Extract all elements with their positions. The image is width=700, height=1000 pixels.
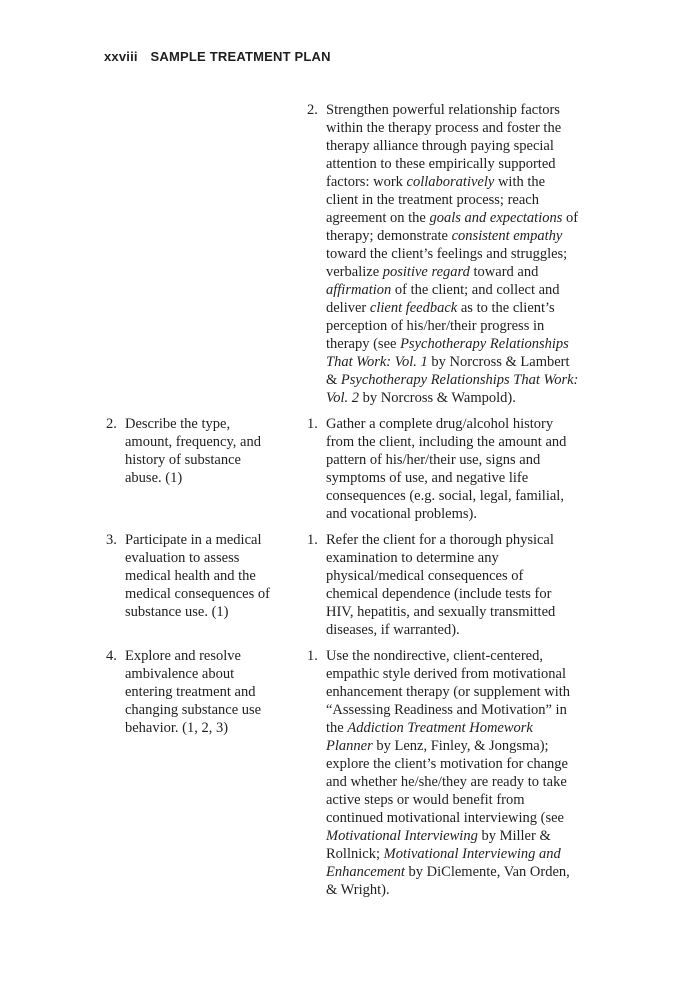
text-line <box>326 827 607 845</box>
text-run: abuse. (1) <box>125 470 183 486</box>
text-run: therapy alliance through paying special <box>326 138 554 154</box>
text-line <box>326 335 607 353</box>
text-run: empathic style derived from motivational <box>326 666 566 682</box>
text-line <box>326 227 607 245</box>
intervention-text <box>326 647 607 899</box>
text-line <box>326 263 607 281</box>
italic-run: client feedback <box>369 300 458 316</box>
text-line <box>326 173 607 191</box>
italic-run: consistent empathy <box>451 228 563 244</box>
text-line <box>326 603 607 621</box>
italic-run: Motivational Interviewing and <box>383 846 561 862</box>
text-line <box>326 683 607 701</box>
text-run: continued motivational interviewing (see <box>326 810 564 826</box>
text-line <box>326 531 607 549</box>
text-run: amount, frequency, and <box>125 434 261 450</box>
text-run: and whether he/she/they are ready to take <box>326 774 567 790</box>
objective-text <box>125 647 296 737</box>
text-run: toward the client’s feelings and struggles; <box>326 246 568 262</box>
text-run: Use the nondirective, client-centered, <box>326 648 543 664</box>
text-line <box>326 137 607 155</box>
text-run: factors: work <box>326 174 407 190</box>
text-run: agreement on the <box>326 210 430 226</box>
text-run: history of substance <box>125 452 241 468</box>
text-run: the <box>326 720 348 736</box>
objective-item <box>106 415 296 487</box>
intervention-text <box>326 531 607 639</box>
text-line <box>125 701 296 719</box>
text-run: pattern of his/her/their use, signs and <box>326 452 541 468</box>
text-run: active steps or would benefit from <box>326 792 525 808</box>
text-run: diseases, if warranted). <box>326 622 460 638</box>
text-line <box>125 531 296 549</box>
text-line <box>326 755 607 773</box>
text-run: substance use. (1) <box>125 604 229 620</box>
italic-run: Planner <box>326 738 373 754</box>
text-run: Strengthen powerful relationship factors <box>326 102 560 118</box>
intervention-text <box>326 101 607 407</box>
text-line <box>125 603 296 621</box>
text-line <box>326 863 607 881</box>
text-line <box>326 665 607 683</box>
text-run: verbalize <box>326 264 383 280</box>
text-run: HIV, hepatitis, and sexually transmitted <box>326 604 556 620</box>
intervention-item <box>307 101 607 407</box>
objective-number: 2. <box>106 416 117 432</box>
text-run: enhancement therapy (or supplement with <box>326 684 571 700</box>
text-line <box>125 585 296 603</box>
text-run: of <box>562 210 579 226</box>
text-line <box>326 415 607 433</box>
text-line <box>326 469 607 487</box>
text-line <box>326 451 607 469</box>
text-run: attention to these empirically supported <box>326 156 556 172</box>
text-run: examination to determine any <box>326 550 499 566</box>
text-run: and vocational problems). <box>326 506 477 522</box>
italic-run: Addiction Treatment Homework <box>347 720 533 736</box>
text-run: symptoms of use, and negative life <box>326 470 529 486</box>
text-run: Refer the client for a thorough physical <box>326 532 554 548</box>
text-run: by Norcross & Wampold). <box>359 390 516 406</box>
text-line <box>326 281 607 299</box>
italic-run: Enhancement <box>326 864 405 880</box>
text-line <box>326 701 607 719</box>
text-run: chemical dependence (include tests for <box>326 586 552 602</box>
text-run: perception of his/her/their progress in <box>326 318 545 334</box>
text-line <box>326 585 607 603</box>
text-run: by DiClemente, Van Orden, <box>404 864 570 880</box>
text-line <box>326 881 607 899</box>
text-run: medical consequences of <box>125 586 270 602</box>
text-line <box>125 415 296 433</box>
text-line <box>125 469 296 487</box>
text-run: medical health and the <box>125 568 256 584</box>
intervention-item <box>307 415 607 523</box>
text-line <box>326 353 607 371</box>
running-title: SAMPLE TREATMENT PLAN <box>150 49 331 64</box>
text-run: by Lenz, Finley, & Jongsma); <box>372 738 549 754</box>
intervention-item <box>307 647 607 899</box>
text-run: Describe the type, <box>125 416 231 432</box>
objective-item <box>106 531 296 621</box>
text-line <box>326 119 607 137</box>
italic-run: goals and expectations <box>429 210 563 226</box>
objective-number: 3. <box>106 532 117 548</box>
text-line <box>326 791 607 809</box>
text-line <box>326 737 607 755</box>
text-line <box>326 719 607 737</box>
text-line <box>326 647 607 665</box>
text-line <box>326 621 607 639</box>
intervention-number: 2. <box>307 102 318 118</box>
italic-run: Psychotherapy Relationships <box>400 336 569 352</box>
text-run: physical/medical consequences of <box>326 568 524 584</box>
text-line <box>326 549 607 567</box>
objective-text <box>125 531 296 621</box>
text-line <box>326 155 607 173</box>
text-line <box>326 299 607 317</box>
page-number: xxviii <box>104 49 138 64</box>
running-header <box>104 49 331 64</box>
italic-run: Psychotherapy Relationships That Work: <box>340 372 579 388</box>
text-line <box>125 549 296 567</box>
text-line <box>326 487 607 505</box>
intervention-number: 1. <box>307 416 318 432</box>
text-line <box>326 773 607 791</box>
italic-run: That Work: Vol. 1 <box>326 354 428 370</box>
text-line <box>326 845 607 863</box>
text-line <box>125 665 296 683</box>
objective-item <box>106 647 296 737</box>
italic-run: Motivational Interviewing <box>326 828 478 844</box>
intervention-number: 1. <box>307 532 318 548</box>
text-line <box>326 567 607 585</box>
text-line <box>125 683 296 701</box>
text-line <box>326 389 607 407</box>
intervention-number: 1. <box>307 648 318 664</box>
text-line <box>326 317 607 335</box>
italic-run: collaboratively <box>406 174 495 190</box>
text-run: within the therapy process and foster the <box>326 120 562 136</box>
italic-run: Vol. 2 <box>326 390 360 406</box>
text-run: “Assessing Readiness and Motivation” in <box>326 702 567 718</box>
text-line <box>125 647 296 665</box>
text-line <box>125 433 296 451</box>
text-line <box>326 809 607 827</box>
text-run: Explore and resolve <box>125 648 241 664</box>
text-run: with the <box>494 174 546 190</box>
text-run: by Norcross & Lambert <box>427 354 570 370</box>
intervention-text <box>326 415 607 523</box>
text-run: Participate in a medical <box>125 532 262 548</box>
text-run: therapy; demonstrate <box>326 228 452 244</box>
text-run: changing substance use <box>125 702 262 718</box>
intervention-item <box>307 531 607 639</box>
text-line <box>326 191 607 209</box>
text-run: deliver <box>326 300 370 316</box>
text-run: consequences (e.g. social, legal, familial, <box>326 488 564 504</box>
text-run: & Wright). <box>326 882 390 898</box>
text-line <box>326 371 607 389</box>
text-run: behavior. (1, 2, 3) <box>125 720 229 736</box>
text-run: by Miller & <box>477 828 551 844</box>
text-run: from the client, including the amount and <box>326 434 567 450</box>
text-run: entering treatment and <box>125 684 256 700</box>
text-run: ambivalence about <box>125 666 235 682</box>
text-run: of the client; and collect and <box>391 282 560 298</box>
text-line <box>326 505 607 523</box>
text-line <box>326 209 607 227</box>
italic-run: positive regard <box>382 264 470 280</box>
text-run: explore the client’s motivation for change <box>326 756 568 772</box>
text-run: & <box>326 372 341 388</box>
text-line <box>326 433 607 451</box>
text-run: toward and <box>469 264 539 280</box>
text-run: client in the treatment process; reach <box>326 192 539 208</box>
text-run: Gather a complete drug/alcohol history <box>326 416 554 432</box>
text-line <box>125 451 296 469</box>
text-run: therapy (see <box>326 336 401 352</box>
text-run: evaluation to assess <box>125 550 240 566</box>
text-line <box>125 567 296 585</box>
text-line <box>326 245 607 263</box>
objective-text <box>125 415 296 487</box>
text-line <box>326 101 607 119</box>
text-run: as to the client’s <box>457 300 555 316</box>
text-run: Rollnick; <box>326 846 384 862</box>
italic-run: affirmation <box>326 282 392 298</box>
text-line <box>125 719 296 737</box>
objective-number: 4. <box>106 648 117 664</box>
